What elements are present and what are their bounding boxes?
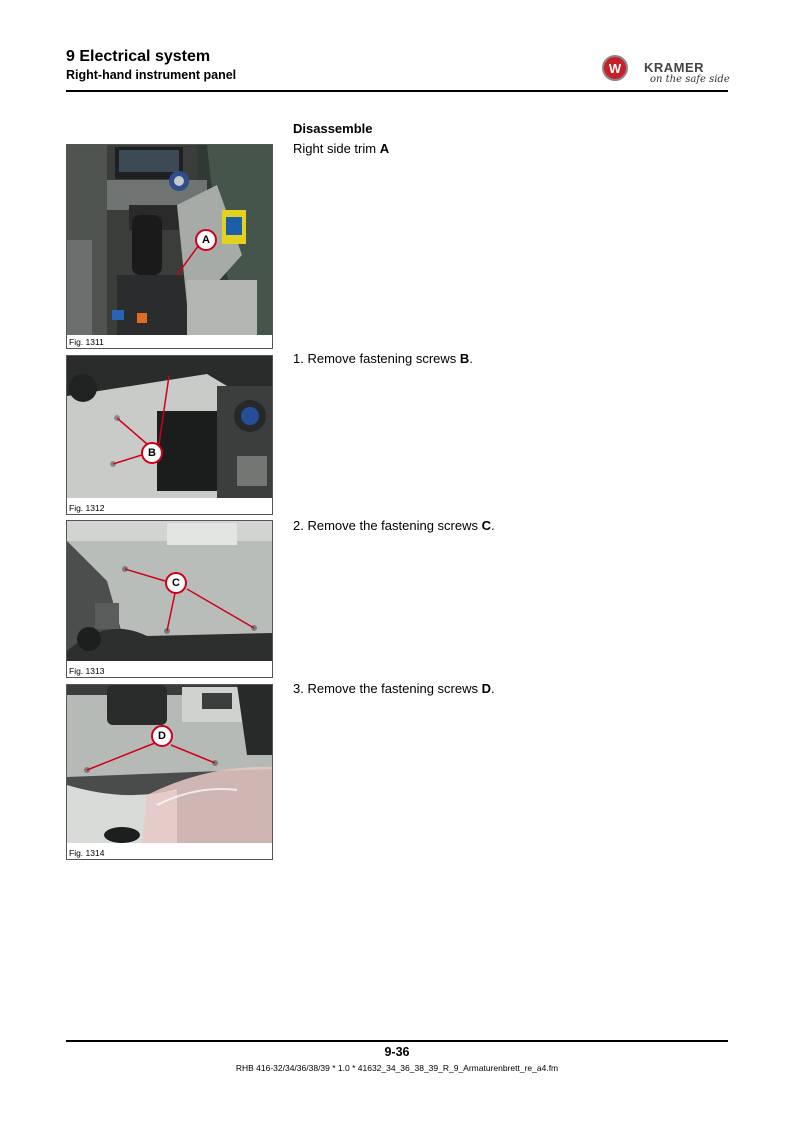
figure-1311 [66, 144, 273, 349]
document-reference: RHB 416-32/34/36/38/39 * 1.0 * 41632_34_36_38_39_R_9_Armaturenbrett_re_a4.fm [235, 1063, 559, 1073]
logo-brand: KRAMER [644, 60, 705, 75]
callout-d: D [151, 725, 173, 747]
figure-caption: Fig. 1311 [69, 337, 104, 347]
intro-line: Right side trim A [293, 141, 390, 156]
figure-caption: Fig. 1312 [69, 503, 105, 513]
page-number: 9-36 [384, 1045, 410, 1059]
figure-photo [67, 685, 272, 843]
figure-1314 [66, 684, 273, 860]
screws-b-photo [67, 356, 272, 498]
figure-caption: Fig. 1314 [69, 848, 105, 858]
figure-photo [67, 521, 272, 661]
callout-a: A [195, 229, 217, 251]
disassemble-heading: Disassemble [293, 121, 373, 136]
footer-rule [66, 1040, 728, 1042]
step-3: 3. Remove the fastening screws D. [293, 681, 495, 696]
logo-tagline: on the safe side [650, 74, 730, 85]
callout-b: B [141, 442, 163, 464]
step-1: 1. Remove fastening screws B. [293, 351, 473, 366]
logo-badge-icon: W [602, 55, 628, 81]
screws-d-photo [67, 685, 272, 843]
section-subtitle: Right-hand instrument panel [66, 68, 237, 82]
figure-1313 [66, 520, 273, 678]
header-rule [66, 90, 728, 92]
instrument-panel-photo [67, 145, 272, 335]
callout-c: C [165, 572, 187, 594]
kramer-logo [602, 54, 732, 88]
figure-photo [67, 145, 272, 335]
figure-photo [67, 356, 272, 498]
figure-caption: Fig. 1313 [69, 666, 105, 676]
chapter-title: 9 Electrical system [66, 48, 211, 65]
step-2: 2. Remove the fastening screws C. [293, 518, 495, 533]
figure-1312 [66, 355, 273, 515]
